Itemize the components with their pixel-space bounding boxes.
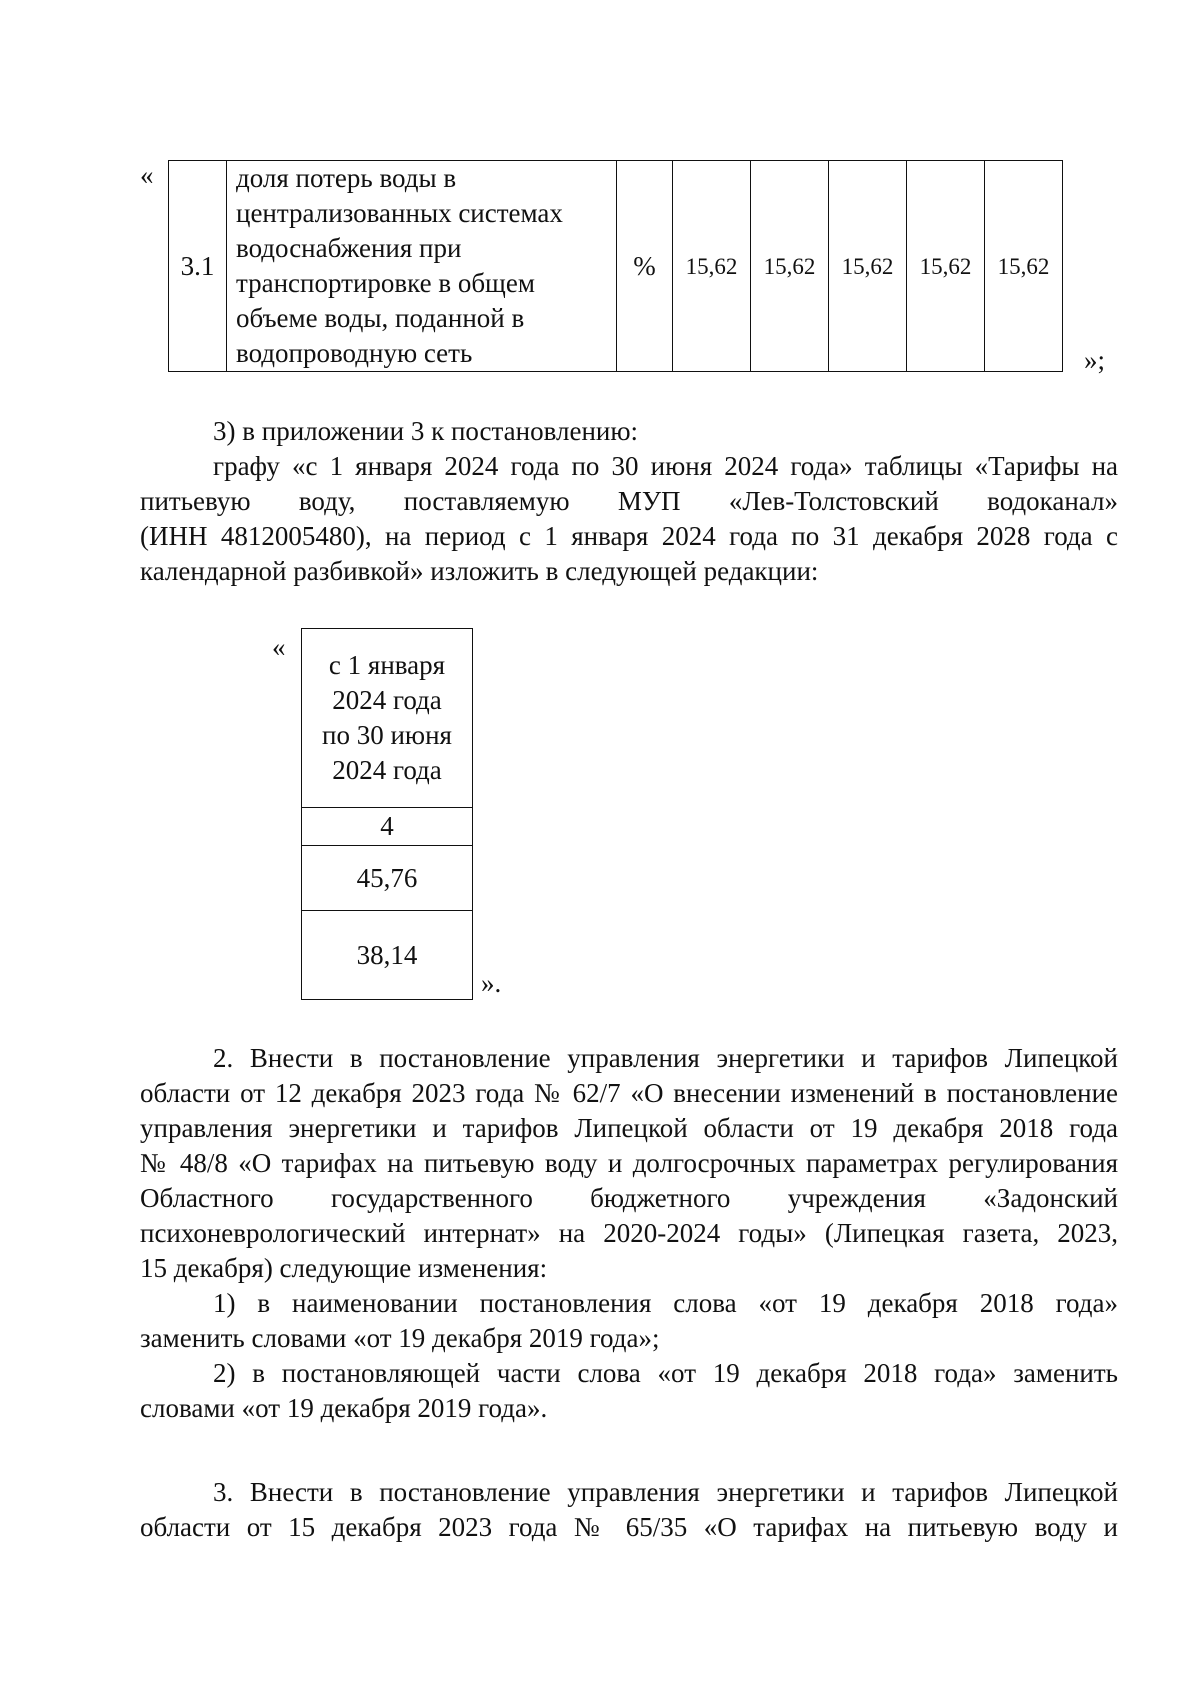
description-line: централизованных системах [236, 198, 563, 228]
tariff-value: 38,14 [302, 911, 473, 1000]
table2-open-quote: « [272, 632, 286, 662]
indicator-table [168, 160, 1063, 372]
table1-open-quote: « [140, 160, 154, 190]
description-line: объеме воды, поданной в [236, 303, 525, 333]
description-line: водопроводную сеть [236, 338, 473, 368]
unit-cell: % [617, 161, 673, 372]
text-line: 2) в постановляющей части слова «от 19 декабря 2018 года» заменить [213, 1358, 1118, 1388]
header-line: 2024 года [332, 685, 442, 715]
text-line: 3. Внести в постановление управления энергетики и тарифов Липецкой [213, 1477, 1118, 1507]
text-line: области от 15 декабря 2023 года № 65/35 «О тарифах на питьевую воду и [140, 1512, 1118, 1542]
header-line: 2024 года [332, 755, 442, 785]
text-line: управления энергетики и тарифов Липецкой области от 19 декабря 2018 года [140, 1113, 1118, 1143]
description-line: водоснабжения при [236, 233, 462, 263]
text-line: графу «с 1 января 2024 года по 30 июня 2024 года» таблицы «Тарифы на [213, 451, 1118, 481]
text-line: питьевую воду, поставляемую МУП «Лев-Толстовский водоканал» [140, 486, 1118, 516]
text-line: № 48/8 «О тарифах на питьевую воду и долгосрочных параметрах регулирования [140, 1148, 1118, 1178]
table-row [169, 161, 1063, 372]
table-row [302, 846, 473, 911]
item-3-heading: 3) в приложении 3 к постановлению: [213, 416, 639, 446]
text-line: Областного государственного бюджетного учреждения «Задонский [140, 1183, 1118, 1213]
text-line: (ИНН 4812005480), на период с 1 января 2024 года по 31 декабря 2028 года с [140, 521, 1118, 551]
text-line: 2. Внести в постановление управления энергетики и тарифов Липецкой [213, 1043, 1118, 1073]
text-line: 15 декабря) следующие изменения: [140, 1253, 548, 1283]
value-cell: 15,62 [673, 161, 751, 372]
table2-close-quote: ». [481, 968, 502, 998]
text-line: заменить словами «от 19 декабря 2019 года»; [140, 1323, 660, 1353]
column-number: 4 [302, 808, 473, 846]
tariff-value: 45,76 [302, 846, 473, 911]
text-line: области от 12 декабря 2023 года № 62/7 «О внесении изменений в постановление [140, 1078, 1118, 1108]
value-cell: 15,62 [985, 161, 1063, 372]
text-line: психоневрологический интернат» на 2020-2024 годы» (Липецкая газета, 2023, [140, 1218, 1118, 1248]
value-cell: 15,62 [907, 161, 985, 372]
paragraph-3 [140, 1475, 1118, 1545]
header-line: с 1 января [328, 650, 446, 680]
row-number: 3.1 [169, 161, 227, 372]
value-cell: 15,62 [829, 161, 907, 372]
tariff-column-table [301, 628, 473, 1000]
header-line: по 30 июня [322, 720, 452, 750]
table-row [302, 911, 473, 1000]
table-row [302, 808, 473, 846]
text-line: 1) в наименовании постановления слова «от 19 декабря 2018 года» [213, 1288, 1118, 1318]
value-cell: 15,62 [751, 161, 829, 372]
paragraph-2 [140, 1041, 1118, 1426]
description-line: транспортировке в общем [236, 268, 535, 298]
item-3-text [140, 449, 1118, 589]
text-line: календарной разбивкой» изложить в следующей редакции: [140, 556, 819, 586]
description-line: доля потерь воды в [236, 163, 457, 193]
text-line: словами «от 19 декабря 2019 года». [140, 1393, 548, 1423]
table1-close-quote: »; [1084, 345, 1106, 375]
row-description [227, 161, 617, 372]
table-row [302, 629, 473, 808]
column-header [302, 629, 473, 808]
